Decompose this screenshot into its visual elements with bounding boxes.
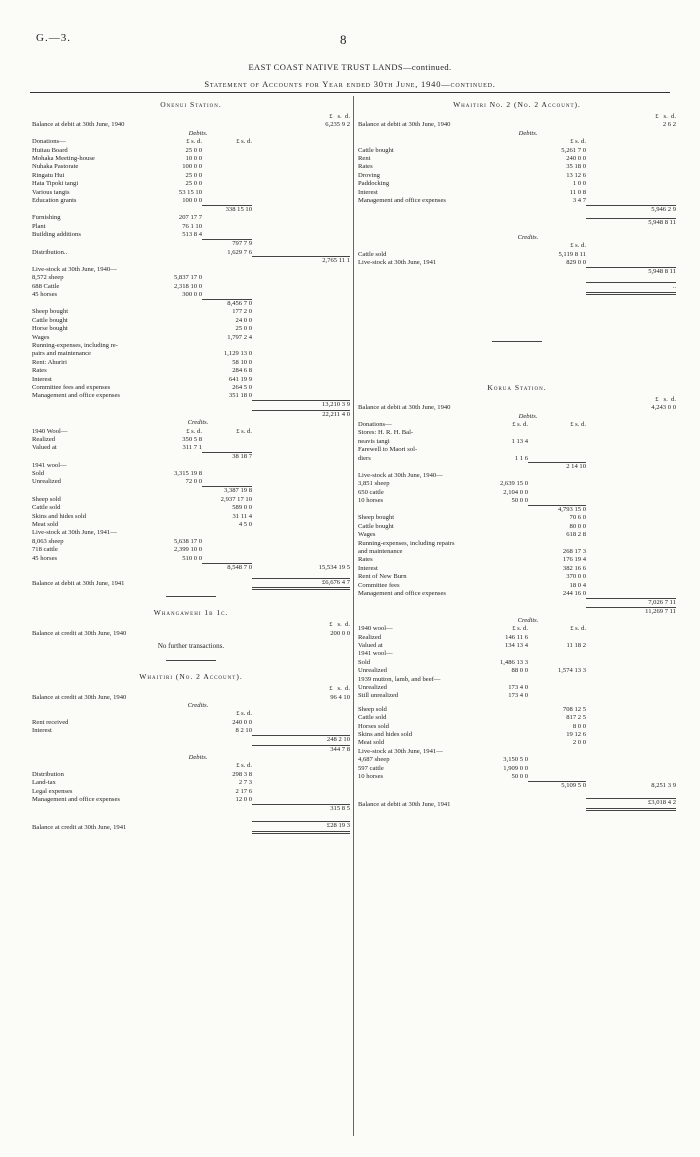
list-item: Cattle sold 5,119 8 11 (358, 250, 586, 258)
whaitiri-right-trailing: .. (586, 283, 676, 293)
onenui-livestock-close-label: Live-stock at 30th June, 1941— (32, 529, 117, 537)
list-item: Land-tax 2 7 3 (32, 779, 252, 787)
onenui-debit-sub2: 13,210 3 9 (252, 401, 350, 410)
onenui-donations-total: 338 15 10 (202, 205, 252, 214)
korua-donations-total: 2 14 10 (528, 463, 586, 472)
list-item: Valued at 311 7 1 (32, 444, 202, 452)
list-item: Wages 618 2 8 (358, 531, 586, 539)
page-title: EAST COAST NATIVE TRUST LANDS—continued. (248, 62, 452, 72)
list-item: Running-expenses, including repairs (358, 539, 455, 547)
list-item: Rent of New Burn 370 0 0 (358, 573, 586, 581)
list-item: Management and office expenses 3 4 7 (358, 197, 586, 205)
whaitiri-right-title: Whaitiri No. 2 (No. 2 Account). (453, 100, 581, 109)
onenui-livestock-close-total: 8,548 7 0 (202, 563, 252, 572)
list-item: Interest 641 19 9 (32, 375, 252, 383)
list-item: Sold 3,315 19 8 (32, 470, 202, 478)
list-item: Committee fees and expenses 264 5 0 (32, 384, 252, 391)
onenui-livestock-open-label: Live-stock at 30th June, 1940— (32, 265, 117, 273)
list-item: Sheep bought 70 6 0 (358, 514, 586, 522)
onenui-assets-total: 797 7 9 (202, 240, 252, 249)
list-item: Plant 76 1 10 (32, 222, 202, 230)
list-item: Rent: Ahuriri 58 10 0 (32, 358, 252, 366)
onenui-credit-total: 15,534 19 5 (318, 563, 350, 571)
onenui-livestock-open-total: 8,456 7 0 (202, 299, 252, 308)
korua-livestock-close-total: 5,109 5 0 (528, 782, 586, 791)
list-item: Horses sold 8 0 0 (358, 722, 586, 730)
korua-opening: Balance at debit at 30th June, 1940 4,243 0 0 (358, 404, 676, 412)
korua-wool1940-label: 1940 wool— (358, 625, 393, 633)
whaitiri-right-credits-label: Credits. (517, 233, 539, 241)
page-number: 8 (340, 32, 347, 47)
list-item: Unrealized 88 0 0 1,574 13 3 (358, 667, 586, 675)
page-subtitle: Statement of Accounts for Year ended 30th June, 1940—continued. (204, 79, 496, 89)
korua-closing: Balance at debit at 30th June, 1941 £3,018 4 2 (358, 799, 676, 808)
list-item: Cattle sold 817 2 5 (358, 714, 586, 722)
list-item: 650 cattle 2,104 0 0 (358, 488, 528, 496)
whangawehi-opening: Balance at credit at 30th June, 1940 200 0 0 (32, 629, 350, 637)
section-divider (32, 654, 350, 672)
list-item: Rates 176 19 4 (358, 556, 586, 564)
column-divider (353, 96, 354, 1136)
list-item: neavis tangi 1 13 4 (358, 437, 528, 445)
list-item: Distribution 298 3 8 (32, 770, 252, 778)
list-item: Management and office expenses 244 16 0 (358, 590, 586, 598)
whaitiri-right-credit-total: 5,948 8 11 (586, 267, 676, 276)
list-item: Skins and hides sold 19 12 6 (358, 731, 586, 739)
list-item: Rent received 240 0 0 (32, 718, 252, 726)
onenui-debit-sub1: 2,765 11 1 (252, 257, 350, 266)
list-item: Cattle bought 80 0 0 (358, 522, 586, 530)
section-divider (358, 335, 676, 353)
list-item: Furnishing 207 17 7 (32, 214, 202, 222)
onenui-closing: Balance at debit at 30th June, 1941 £6,676 4 7 (32, 578, 350, 588)
list-item: 597 cattle 1,909 0 0 (358, 764, 528, 772)
korua-wool1941-total: 1,574 13 3 (557, 667, 586, 675)
korua-title: Korua Station. (487, 382, 547, 392)
list-item: 10 horses 50 0 0 (358, 497, 528, 505)
onenui-wool1940-total: 38 18 7 (202, 453, 252, 462)
list-item: Cattle sold 589 0 0 (32, 504, 252, 512)
korua-debit-total: 11,269 7 11 (586, 608, 676, 617)
list-item: Various tangis 53 15 10 (32, 188, 202, 196)
list-item: 8,063 sheep 5,638 17 0 (32, 537, 202, 545)
list-item: Interest 382 16 6 (358, 564, 586, 572)
page-ref: G.—3. (36, 32, 71, 44)
list-item: Farewell to Maori sol- (358, 446, 418, 454)
list-item: Wages 1,797 2 4 (32, 333, 252, 341)
list-item: Rates 284 6 8 (32, 367, 252, 375)
header-rule (30, 92, 670, 93)
list-item: 3,851 sheep 2,639 15 0 (358, 480, 528, 488)
whaitiri-right-debit-sub: 5,946 2 9 (586, 205, 676, 214)
list-item: Education grants 100 0 0 (32, 197, 202, 205)
list-item: 45 horses 510 0 0 (32, 554, 202, 562)
list-item: Unrealized 173 4 0 (358, 684, 528, 692)
right-column (358, 100, 676, 811)
list-item: Management and office expenses 12 0 0 (32, 795, 252, 803)
whaitiri-left-debits-label: Debits. (188, 753, 208, 761)
list-item: Horse bought 25 0 0 (32, 325, 252, 333)
onenui-wool1941-label: 1941 wool— (32, 461, 67, 469)
korua-mutton-label: 1939 mutton, lamb, and beef— (358, 675, 441, 683)
list-item: Stores: H. R. H. Bal- (358, 429, 414, 437)
list-item: Meat sold 2 0 0 (358, 739, 586, 747)
whaitiri-left-credit-sub: 248 2 10 (252, 736, 350, 745)
list-item: Live-stock at 30th June, 1941 829 0 0 (358, 259, 586, 266)
korua-wool1940-total: 11 18 2 (566, 642, 586, 649)
korua-donations-label: Donations— (358, 420, 392, 428)
onenui-debits-label: Debits. (188, 129, 208, 137)
list-item: and maintenance 268 17 3 (358, 548, 586, 556)
korua-wool1941-label: 1941 wool— (358, 650, 393, 658)
whaitiri-left-title: Whaitiri (No. 2 Account). (139, 672, 243, 682)
whaitiri-left-credit-total: 344 7 8 (252, 745, 350, 754)
list-item: 718 cattle 2,399 10 0 (32, 546, 202, 554)
whaitiri-right-debits-label: Debits. (518, 129, 538, 137)
whaitiri-right-opening: Balance at debit at 30th June, 1940 2 6 2 (358, 121, 676, 129)
list-item: Legal expenses 2 17 6 (32, 787, 252, 795)
list-item: Interest 8 2 10 (32, 727, 252, 735)
korua-livestock-close-label: Live-stock at 30th June, 1941— (358, 747, 443, 755)
section-divider (32, 590, 350, 608)
whangawehi-note: No further transactions. (157, 642, 225, 651)
list-item: Realized 146 11 6 (358, 633, 528, 641)
list-item: Hata Tipoki tangi 25 0 0 (32, 180, 202, 188)
korua-table: £ s. d. Balance at debit at 30th June, 1940 4,243 0 0 Debits. Donations— £ s. d. £ s. d. Stores: H. R. H. Bal- neavis tangi 1 13 4 Farewell to Maori sol- diers 1 1 6 2 14 10 Live-stock at 30th June, 1940— 3,851 sheep 2,639 15 0 650 cattle 2,104 0 0 10 horses 50 0 0 4,793 15 0 Sheep bought 70 6 0 Cattle bought 80 0 0 Wages 618 2 8 Running-expenses, including repairs and maintenance 268 17 3 Rates 176 19 4 Interest 382 16 6 Rent of New Burn 370 0 0 Committee fees 18 0 4 Management and office expenses 244 16 0 7,026 7 11 11,269 7 11 Credits. 1940 wool— £ s. d. £ s. d. Realized 146 11 6 Valued at 134 13 4 11 18 2 1941 wool— Sold 1,486 13 3 Unrealized 88 0 0 1,574 13 3 1939 mutton, lamb, and beef— Unrealized 173 4 0 Still unrealized 173 4 0 Sheep sold 708 12 5 Cattle sold 817 2 5 Horses sold 8 0 0 Skins and hides sold 19 12 6 Meat sold 2 0 0 Live-stock at 30th June, 1941— 4,687 sheep 3,150 5 0 597 cattle 1,909 0 0 10 horses 50 0 0 5,109 5 0 8,251 3 9 Balance at debit at 30th June, 1941 £3,018 4 2 (358, 395, 676, 808)
korua-debit-sub: 7,026 7 11 (586, 598, 676, 607)
onenui-title: Onenui Station. (160, 100, 222, 109)
list-item: Cattle bought 24 0 0 (32, 316, 252, 324)
list-item: Running-expenses, including re- (32, 341, 118, 349)
whaitiri-left-debit-total: 315 8 5 (252, 804, 350, 813)
onenui-credits-label: Credits. (187, 419, 209, 427)
list-item: Sheep sold 2,937 17 10 (32, 495, 252, 503)
onenui-donations-label: Donations— (32, 138, 66, 146)
list-item: diers 1 1 6 (358, 454, 528, 462)
list-item: Sheep sold 708 12 5 (358, 705, 586, 713)
list-item: 45 horses 300 0 0 (32, 291, 202, 299)
list-item: Paddocking 1 0 0 (358, 180, 586, 188)
list-item: Skins and hides sold 31 11 4 (32, 512, 252, 520)
whaitiri-left-credits-label: Credits. (187, 701, 209, 709)
list-item: 4,687 sheep 3,150 5 0 (358, 756, 528, 764)
onenui-opening: Balance at debit at 30th June, 1940 6,235 9 2 (32, 121, 350, 129)
list-item: Realized 350 5 8 (32, 435, 202, 443)
korua-credits-label: Credits. (517, 616, 539, 624)
list-item: Sold 1,486 13 3 (358, 658, 528, 666)
list-item: pairs and maintenance 1,129 13 0 (32, 350, 252, 358)
list-item: Meat sold 4 5 0 (32, 521, 252, 528)
list-item: Building additions 513 8 4 (32, 231, 202, 239)
list-item: Still unrealized 173 4 0 (358, 692, 528, 700)
list-item: Huitau Board 25 0 0 (32, 146, 202, 154)
whaitiri-left-closing: Balance at credit at 30th June, 1941 £28 19 3 (32, 822, 350, 831)
list-item: 8,572 sheep 5,837 17 0 (32, 274, 202, 282)
left-column (32, 100, 350, 834)
list-item: Ringatu Hui 25 0 0 (32, 171, 202, 179)
korua-debits-label: Debits. (518, 412, 538, 420)
list-item: Rent 240 0 0 (358, 155, 586, 163)
korua-livestock-open-total: 4,793 15 0 (528, 506, 586, 515)
list-item: Valued at 134 13 4 11 18 2 (358, 642, 586, 649)
whaitiri-left-opening: Balance at credit at 30th June, 1940 96 4 10 (32, 693, 350, 701)
list-item: 688 Cattle 2,318 10 0 (32, 282, 202, 290)
korua-credit-total: 8,251 3 9 (651, 782, 676, 789)
list-item: Management and office expenses 351 18 0 (32, 392, 252, 400)
whaitiri-left-table: £ s. d. Balance at credit at 30th June, 1940 96 4 10 Credits. £ s. d. Rent received 240 0 0 Interest 8 2 10 248 2 10 344 7 8 Debits. £ s. d. Distribution 298 3 8 Land-tax 2 7 3 Legal expenses 2 17 6 Management and office expenses 12 0 0 315 8 5 Balance at credit at 30th June, 1941 £28 19 3 (32, 685, 350, 831)
onenui-debit-total: 22,211 4 0 (252, 410, 350, 419)
whangawehi-title: Whangawehi 1b 1c. (153, 608, 229, 618)
korua-livestock-open-label: Live-stock at 30th June, 1940— (358, 471, 443, 479)
onenui-wool1940-label: 1940 Wool— (32, 427, 68, 435)
list-item: Interest 11 0 8 (358, 188, 586, 196)
onenui-table: £ s. d. Balance at debit at 30th June, 1940 6,235 9 2 Debits. Donations— £ s. d. £ s. d. Huitau Board 25 0 0 Mohaka Meeting-house 10 0 0 Nuhaka Pastorate 100 0 0 Ringatu Hui 25 0 0 Hata Tipoki tangi 25 0 0 Various tangis 53 15 10 Education grants 100 0 0 338 15 10 Furnishing 207 17 7 Plant 76 1 10 Building additions 513 8 4 797 7 9 Distribution.. 1,629 7 6 2,765 11 1 Live-stock at 30th June, 1940— 8,572 sheep 5,837 17 0 688 Cattle 2,318 10 0 45 horses 300 0 0 8,456 7 0 Sheep bought 177 2 0 Cattle bought 24 0 0 Horse bought 25 0 0 Wages 1,797 2 4 Running-expenses, including re- pairs and maintenance 1,129 13 0 Rent: Ahuriri 58 10 0 Rates 284 6 8 Interest 641 19 9 Committee fees and expenses 264 5 0 Management and office expenses 351 18 0 13,210 3 9 22,211 4 0 Credits. 1940 Wool— £ s. d. £ s. d. Realized 350 5 8 Valued at 311 7 1 38 18 7 1941 wool— Sold 3,315 19 8 Unrealized 72 0 0 3,387 19 8 Sheep sold 2,937 17 10 Cattle sold 589 0 0 Skins and hides sold 31 11 4 Meat sold 4 5 0 Live-stock at 30th June, 1941— 8,063 sheep 5,638 17 0 718 cattle 2,399 10 0 45 horses 510 0 0 8,548 7 0 15,534 19 5 Balance at debit at 30th June, 1941 £6,676 4 7 (32, 113, 350, 588)
list-item: Mohaka Meeting-house 10 0 0 (32, 155, 202, 163)
list-item: Cattle bought 5,261 7 0 (358, 146, 586, 154)
list-item: Unrealized 72 0 0 (32, 478, 202, 486)
list-item: Distribution.. 1,629 7 6 (32, 248, 252, 256)
whangawehi-table: £ s. d. Balance at credit at 30th June, 1940 200 0 0 (32, 621, 350, 637)
list-item: 10 horses 50 0 0 (358, 773, 528, 781)
list-item: Rates 35 18 0 (358, 163, 586, 171)
whaitiri-right-table: £ s. d. Balance at debit at 30th June, 1940 2 6 2 Debits. £ s. d. Cattle bought 5,261 7 0 Rent 240 0 0 Rates 35 18 0 Droving 13 12 6 Paddocking 1 0 0 Interest 11 0 8 Management and office expenses 3 4 7 5,946 2 9 5,948 8 11 Credits. £ s. d. Cattle sold 5,119 8 11 Live-stock at 30th June, 1941 829 0 0 5,948 8 11 .. (358, 113, 676, 295)
onenui-lsd-header: £ s. d. (329, 113, 350, 120)
list-item: Nuhaka Pastorate 100 0 0 (32, 163, 202, 171)
list-item: Committee fees 18 0 4 (358, 581, 586, 589)
list-item: Droving 13 12 6 (358, 171, 586, 179)
onenui-wool1941-total: 3,387 19 8 (202, 487, 252, 496)
list-item: Sheep bought 177 2 0 (32, 308, 252, 316)
whaitiri-right-debit-total: 5,948 8 11 (586, 219, 676, 228)
